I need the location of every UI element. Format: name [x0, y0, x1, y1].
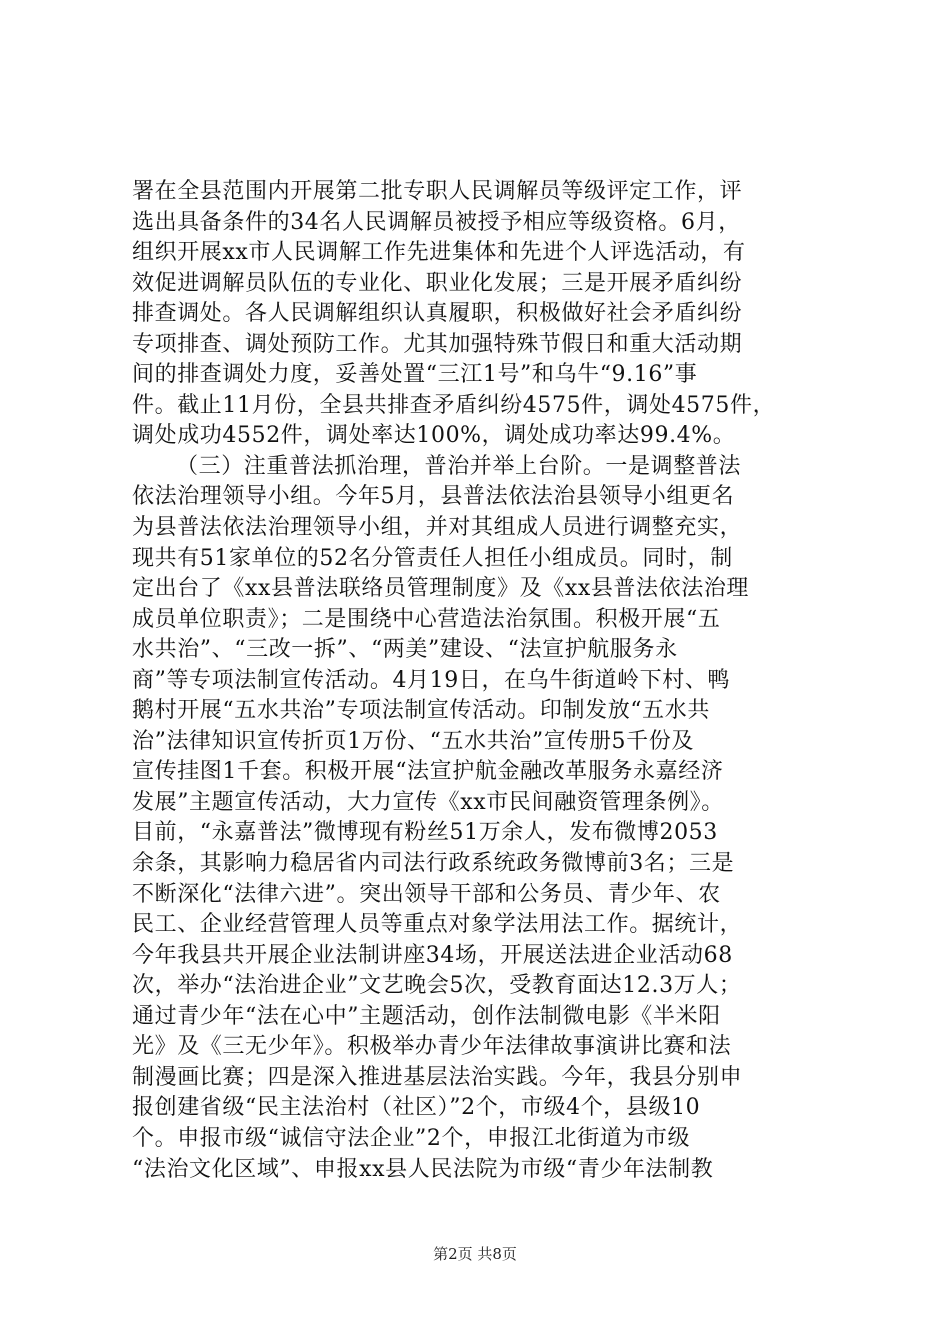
- text-line: 选出具备条件的34名人民调解员被授予相应等级资格。6月，: [132, 209, 741, 235]
- text-line: 效促进调解员队伍的专业化、职业化发展；三是开展矛盾纠纷: [132, 270, 743, 296]
- text-line: 调处成功4552件，调处率达100%，调处成功率达99.4%。: [132, 423, 736, 449]
- text-line: 商”等专项法制宣传活动。4月19日，在乌牛街道岭下村、鸭: [132, 667, 731, 693]
- text-line: 目前，“永嘉普法”微博现有粉丝51万余人，发布微博2053: [132, 820, 718, 846]
- text-line: 治”法律知识宣传折页1万份、“五水共治”宣传册5千份及: [132, 728, 694, 754]
- text-line: （三）注重普法抓治理，普治并举上台阶。一是调整普法: [176, 453, 742, 479]
- text-line: 发展”主题宣传活动，大力宣传《xx市民间融资管理条例》。: [132, 789, 724, 815]
- text-line: 制漫画比赛；四是深入推进基层法治实践。今年，我县分别申: [132, 1064, 743, 1090]
- text-line: 次，举办“法治进企业”文艺晚会5次，受教育面达12.3万人；: [132, 973, 742, 999]
- text-line: 不断深化“法律六进”。突出领导干部和公务员、青少年、农: [132, 881, 721, 907]
- text-line: 定出台了《xx县普法联络员管理制度》及《xx县普法依法治理: [132, 576, 750, 602]
- text-line: “法治文化区域”、申报xx县人民法院为市级“青少年法制教: [132, 1156, 714, 1182]
- text-line: 通过青少年“法在心中”主题活动，创作法制微电影《半米阳: [132, 1003, 721, 1029]
- text-line: 组织开展xx市人民调解工作先进集体和先进个人评选活动，有: [132, 240, 746, 266]
- text-line: 宣传挂图1千套。积极开展“法宣护航金融改革服务永嘉经济: [132, 759, 724, 785]
- text-line: 排查调处。各人民调解组织认真履职，积极做好社会矛盾纠纷: [132, 301, 743, 327]
- text-line: 余条，其影响力稳居省内司法行政系统政务微博前3名；三是: [132, 851, 735, 877]
- page-number-footer: 第2页 共8页: [433, 1245, 517, 1263]
- text-line: 今年我县共开展企业法制讲座34场，开展送法进企业活动68: [132, 942, 733, 968]
- text-line: 专项排查、调处预防工作。尤其加强特殊节假日和重大活动期: [132, 331, 743, 357]
- text-line: 现共有51家单位的52名分管责任人担任小组成员。同时，制: [132, 545, 733, 571]
- document-body: [132, 177, 832, 1185]
- text-line: 为县普法依法治理领导小组，并对其组成人员进行调整充实，: [132, 515, 743, 541]
- text-line: 依法治理领导小组。今年5月，县普法依法治县领导小组更名: [132, 484, 735, 510]
- text-line: 间的排查调处力度，妥善处置“三江1号”和乌牛“9.16”事: [132, 362, 698, 388]
- text-line: 件。截止11月份，全县共排查矛盾纠纷4575件，调处4575件，: [132, 392, 776, 418]
- text-line: 个。申报市级“诚信守法企业”2个，申报江北街道为市级: [132, 1125, 691, 1151]
- text-line: 民工、企业经营管理人员等重点对象学法用法工作。据统计，: [132, 912, 743, 938]
- text-line: 署在全县范围内开展第二批专职人民调解员等级评定工作，评: [132, 179, 743, 204]
- text-line: 光》及《三无少年》。积极举办青少年法律故事演讲比赛和法: [132, 1034, 732, 1060]
- text-line: 成员单位职责》；二是围绕中心营造法治氛围。积极开展“五: [132, 606, 721, 632]
- text-line: 鹅村开展“五水共治”专项法制宣传活动。印制发放“五水共: [132, 698, 710, 724]
- text-line: 报创建省级“民主法治村（社区）”2个，市级4个，县级10: [132, 1095, 701, 1121]
- text-line: 水共治”、“三改一拆”、“两美”建设、“法宣护航服务永: [132, 637, 678, 663]
